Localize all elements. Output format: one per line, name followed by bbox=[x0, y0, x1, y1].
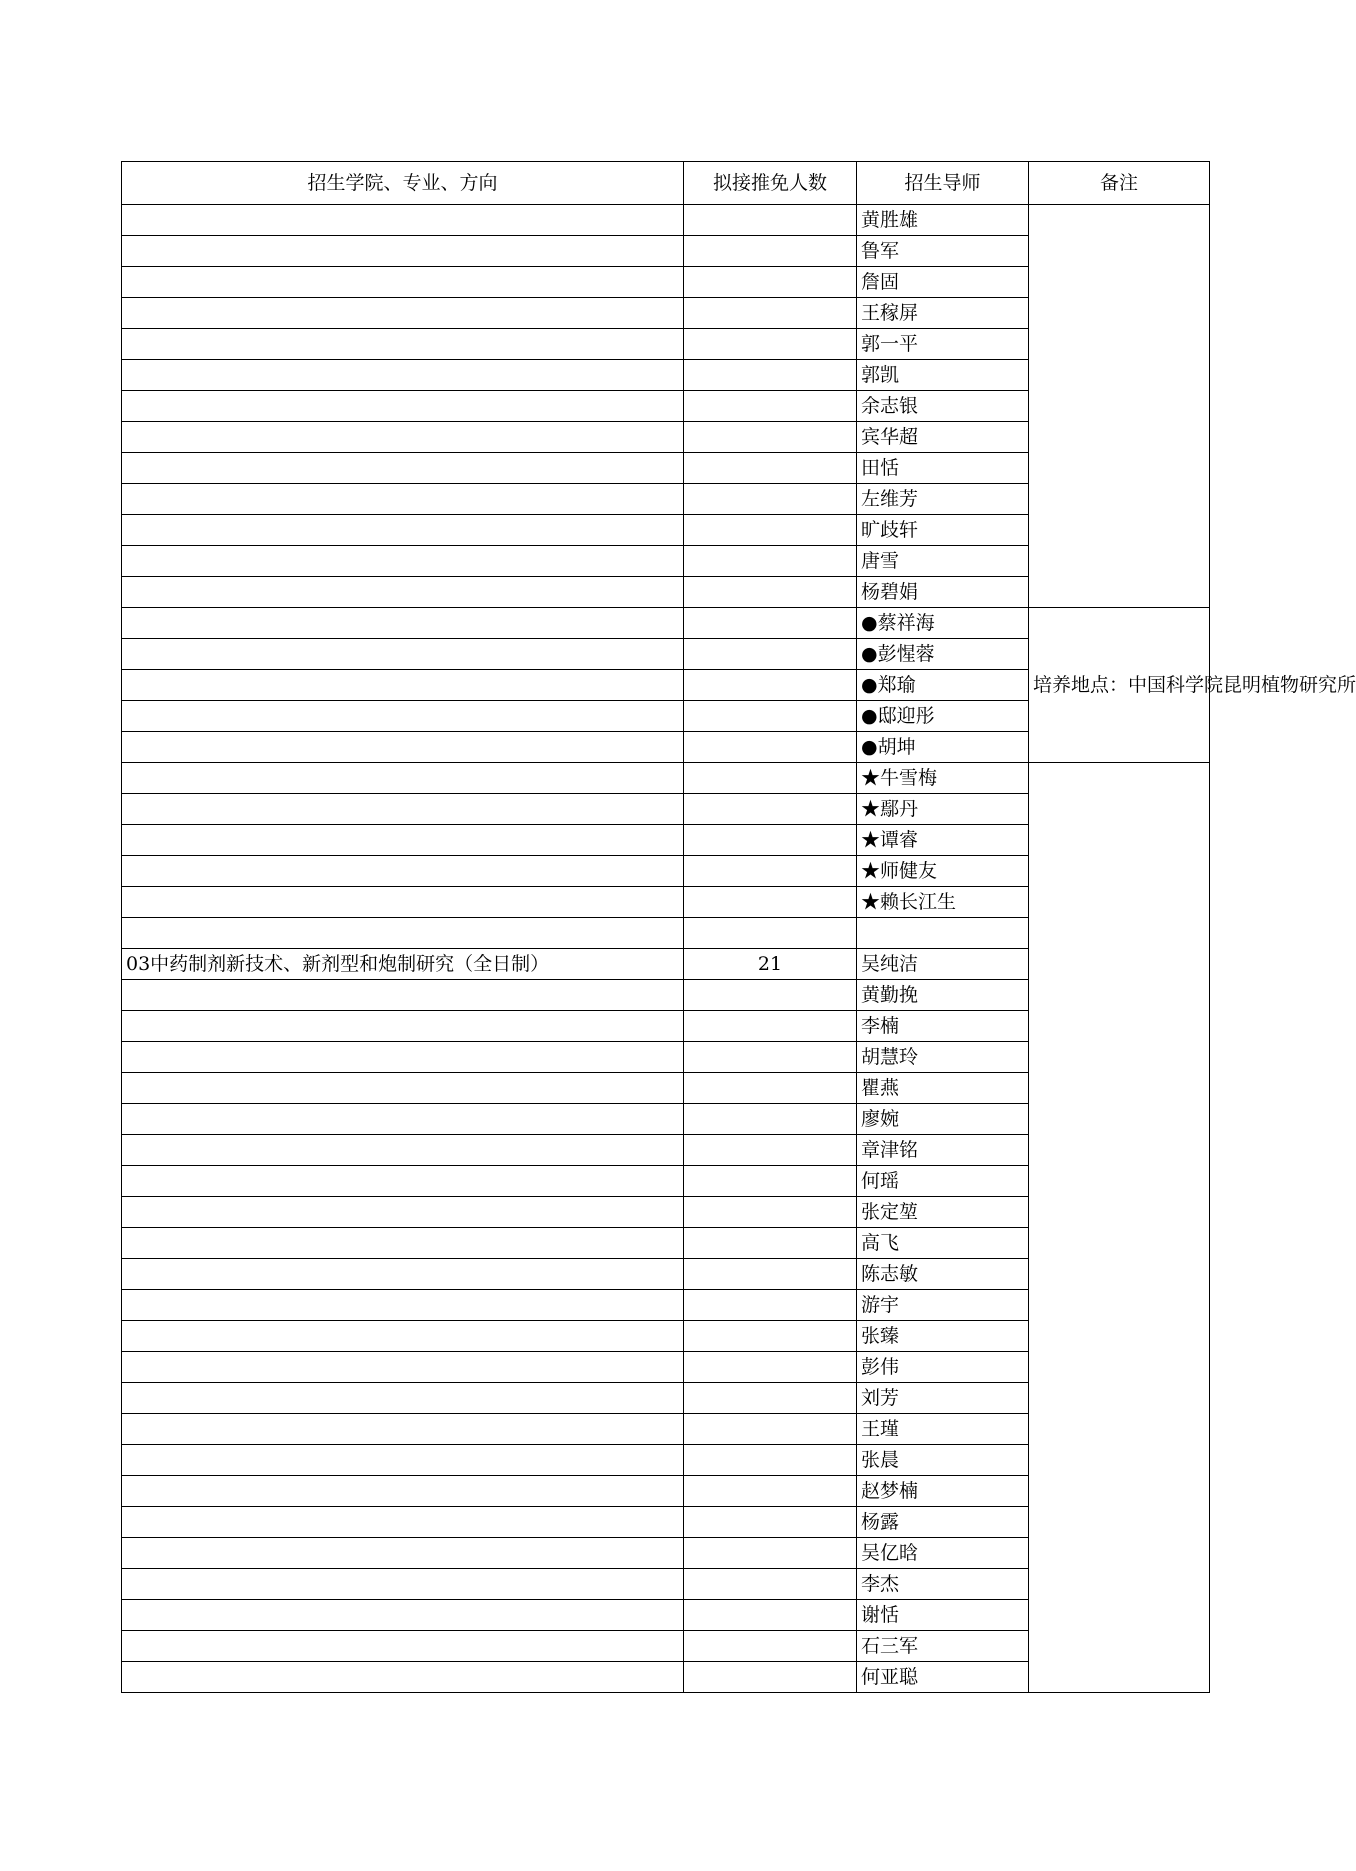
college-major-direction-cell bbox=[122, 887, 684, 918]
planned-count-cell bbox=[684, 205, 857, 236]
college-major-direction-cell bbox=[122, 639, 684, 670]
planned-count-cell bbox=[684, 1507, 857, 1538]
planned-count-cell bbox=[684, 236, 857, 267]
planned-count-cell bbox=[684, 1259, 857, 1290]
college-major-direction-cell bbox=[122, 298, 684, 329]
college-major-direction-cell bbox=[122, 422, 684, 453]
mentor-cell: 郭凯 bbox=[857, 360, 1029, 391]
table-row bbox=[122, 608, 1210, 639]
mentor-cell: ●郑瑜 bbox=[857, 670, 1029, 701]
planned-count-cell bbox=[684, 1631, 857, 1662]
college-major-direction-cell bbox=[122, 1290, 684, 1321]
mentor-cell: 张臻 bbox=[857, 1321, 1029, 1352]
planned-count-cell bbox=[684, 267, 857, 298]
mentor-cell: 左维芳 bbox=[857, 484, 1029, 515]
planned-count-cell bbox=[684, 918, 857, 949]
header-college-major-direction: 招生学院、专业、方向 bbox=[122, 162, 684, 205]
mentor-cell: ★赖长江生 bbox=[857, 887, 1029, 918]
college-major-direction-cell bbox=[122, 1631, 684, 1662]
planned-count-cell bbox=[684, 763, 857, 794]
mentor-cell: 鲁军 bbox=[857, 236, 1029, 267]
mentor-cell: ★谭睿 bbox=[857, 825, 1029, 856]
planned-count-cell bbox=[684, 1383, 857, 1414]
mentor-cell: 黄勤挽 bbox=[857, 980, 1029, 1011]
mentor-cell: ★师健友 bbox=[857, 856, 1029, 887]
planned-count-cell bbox=[684, 1538, 857, 1569]
mentor-cell: 章津铭 bbox=[857, 1135, 1029, 1166]
college-major-direction-cell bbox=[122, 1197, 684, 1228]
planned-count-cell bbox=[684, 1600, 857, 1631]
planned-count-cell bbox=[684, 980, 857, 1011]
mentor-cell: 谢恬 bbox=[857, 1600, 1029, 1631]
college-major-direction-cell bbox=[122, 980, 684, 1011]
college-major-direction-cell bbox=[122, 763, 684, 794]
planned-count-cell bbox=[684, 515, 857, 546]
mentor-cell: 石三军 bbox=[857, 1631, 1029, 1662]
college-major-direction-cell bbox=[122, 608, 684, 639]
planned-count-cell bbox=[684, 887, 857, 918]
college-major-direction-cell bbox=[122, 918, 684, 949]
mentor-cell: 张晨 bbox=[857, 1445, 1029, 1476]
header-planned-count: 拟接推免人数 bbox=[684, 162, 857, 205]
college-major-direction-cell bbox=[122, 1538, 684, 1569]
planned-count-cell bbox=[684, 1011, 857, 1042]
mentor-cell: 宾华超 bbox=[857, 422, 1029, 453]
recruitment-table bbox=[121, 161, 1356, 1693]
college-major-direction-cell bbox=[122, 1011, 684, 1042]
header-mentor: 招生导师 bbox=[857, 162, 1029, 205]
college-major-direction-cell bbox=[122, 794, 684, 825]
college-major-direction-cell bbox=[122, 1414, 684, 1445]
mentor-cell: 廖婉 bbox=[857, 1104, 1029, 1135]
planned-count-cell bbox=[684, 1290, 857, 1321]
planned-count-cell: 21 bbox=[684, 949, 857, 980]
planned-count-cell bbox=[684, 856, 857, 887]
mentor-cell: 郭一平 bbox=[857, 329, 1029, 360]
college-major-direction-cell bbox=[122, 484, 684, 515]
mentor-cell: 瞿燕 bbox=[857, 1073, 1029, 1104]
planned-count-cell bbox=[684, 329, 857, 360]
mentor-cell: 詹固 bbox=[857, 267, 1029, 298]
mentor-cell: 李楠 bbox=[857, 1011, 1029, 1042]
remarks-cell: 培养地点：中国科学院昆明植物研究所 bbox=[1029, 608, 1210, 763]
planned-count-cell bbox=[684, 1662, 857, 1693]
college-major-direction-cell bbox=[122, 453, 684, 484]
planned-count-cell bbox=[684, 546, 857, 577]
mentor-cell: 刘芳 bbox=[857, 1383, 1029, 1414]
college-major-direction-cell bbox=[122, 1476, 684, 1507]
mentor-cell: 何瑶 bbox=[857, 1166, 1029, 1197]
mentor-cell: ●邸迎彤 bbox=[857, 701, 1029, 732]
mentor-cell: 游宇 bbox=[857, 1290, 1029, 1321]
college-major-direction-cell bbox=[122, 236, 684, 267]
college-major-direction-cell bbox=[122, 1228, 684, 1259]
mentor-cell: 王瑾 bbox=[857, 1414, 1029, 1445]
mentor-cell: 何亚聪 bbox=[857, 1662, 1029, 1693]
mentor-cell: 王稼屏 bbox=[857, 298, 1029, 329]
mentor-cell: 陈志敏 bbox=[857, 1259, 1029, 1290]
mentor-cell: 张定堃 bbox=[857, 1197, 1029, 1228]
mentor-cell: 杨露 bbox=[857, 1507, 1029, 1538]
mentor-cell: 田恬 bbox=[857, 453, 1029, 484]
college-major-direction-cell bbox=[122, 1569, 684, 1600]
table-body bbox=[122, 205, 1356, 1693]
college-major-direction-cell bbox=[122, 1662, 684, 1693]
college-major-direction-cell bbox=[122, 856, 684, 887]
mentor-cell: 李杰 bbox=[857, 1569, 1029, 1600]
planned-count-cell bbox=[684, 639, 857, 670]
college-major-direction-cell: 03中药制剂新技术、新剂型和炮制研究（全日制） bbox=[122, 949, 684, 980]
mentor-cell: 吴纯洁 bbox=[857, 949, 1029, 980]
college-major-direction-cell bbox=[122, 1321, 684, 1352]
planned-count-cell bbox=[684, 1166, 857, 1197]
college-major-direction-cell bbox=[122, 1042, 684, 1073]
planned-count-cell bbox=[684, 391, 857, 422]
mentor-cell: 杨碧娟 bbox=[857, 577, 1029, 608]
mentor-cell: ●彭惺蓉 bbox=[857, 639, 1029, 670]
planned-count-cell bbox=[684, 825, 857, 856]
college-major-direction-cell bbox=[122, 1073, 684, 1104]
planned-count-cell bbox=[684, 298, 857, 329]
college-major-direction-cell bbox=[122, 1166, 684, 1197]
mentor-cell: 黄胜雄 bbox=[857, 205, 1029, 236]
college-major-direction-cell bbox=[122, 391, 684, 422]
college-major-direction-cell bbox=[122, 267, 684, 298]
mentor-cell: ●蔡祥海 bbox=[857, 608, 1029, 639]
planned-count-cell bbox=[684, 577, 857, 608]
college-major-direction-cell bbox=[122, 701, 684, 732]
college-major-direction-cell bbox=[122, 329, 684, 360]
planned-count-cell bbox=[684, 1321, 857, 1352]
mentor-cell: 高飞 bbox=[857, 1228, 1029, 1259]
college-major-direction-cell bbox=[122, 577, 684, 608]
college-major-direction-cell bbox=[122, 732, 684, 763]
header-remarks: 备注 bbox=[1029, 162, 1210, 205]
mentor-cell: 唐雪 bbox=[857, 546, 1029, 577]
planned-count-cell bbox=[684, 1197, 857, 1228]
table-header-row bbox=[122, 162, 1210, 205]
mentor-cell: 余志银 bbox=[857, 391, 1029, 422]
planned-count-cell bbox=[684, 608, 857, 639]
planned-count-cell bbox=[684, 1228, 857, 1259]
mentor-cell: ★牛雪梅 bbox=[857, 763, 1029, 794]
planned-count-cell bbox=[684, 1445, 857, 1476]
college-major-direction-cell bbox=[122, 1104, 684, 1135]
table-row bbox=[122, 763, 1210, 794]
mentor-cell: 吴亿晗 bbox=[857, 1538, 1029, 1569]
college-major-direction-cell bbox=[122, 546, 684, 577]
planned-count-cell bbox=[684, 360, 857, 391]
remarks-cell bbox=[1029, 205, 1210, 608]
mentor-cell bbox=[857, 918, 1029, 949]
college-major-direction-cell bbox=[122, 1352, 684, 1383]
college-major-direction-cell bbox=[122, 1259, 684, 1290]
college-major-direction-cell bbox=[122, 1383, 684, 1414]
planned-count-cell bbox=[684, 1073, 857, 1104]
mentor-cell: 赵梦楠 bbox=[857, 1476, 1029, 1507]
college-major-direction-cell bbox=[122, 670, 684, 701]
planned-count-cell bbox=[684, 1042, 857, 1073]
planned-count-cell bbox=[684, 670, 857, 701]
planned-count-cell bbox=[684, 1569, 857, 1600]
college-major-direction-cell bbox=[122, 515, 684, 546]
planned-count-cell bbox=[684, 484, 857, 515]
college-major-direction-cell bbox=[122, 1445, 684, 1476]
planned-count-cell bbox=[684, 1104, 857, 1135]
planned-count-cell bbox=[684, 701, 857, 732]
mentor-cell: ●胡坤 bbox=[857, 732, 1029, 763]
table-row bbox=[122, 205, 1210, 236]
planned-count-cell bbox=[684, 732, 857, 763]
college-major-direction-cell bbox=[122, 1507, 684, 1538]
mentor-cell: 旷歧轩 bbox=[857, 515, 1029, 546]
planned-count-cell bbox=[684, 453, 857, 484]
college-major-direction-cell bbox=[122, 1135, 684, 1166]
college-major-direction-cell bbox=[122, 205, 684, 236]
planned-count-cell bbox=[684, 794, 857, 825]
planned-count-cell bbox=[684, 422, 857, 453]
college-major-direction-cell bbox=[122, 360, 684, 391]
planned-count-cell bbox=[684, 1414, 857, 1445]
planned-count-cell bbox=[684, 1352, 857, 1383]
college-major-direction-cell bbox=[122, 825, 684, 856]
mentor-cell: 胡慧玲 bbox=[857, 1042, 1029, 1073]
mentor-cell: ★鄢丹 bbox=[857, 794, 1029, 825]
planned-count-cell bbox=[684, 1135, 857, 1166]
college-major-direction-cell bbox=[122, 1600, 684, 1631]
remarks-cell bbox=[1029, 763, 1210, 1693]
planned-count-cell bbox=[684, 1476, 857, 1507]
mentor-cell: 彭伟 bbox=[857, 1352, 1029, 1383]
